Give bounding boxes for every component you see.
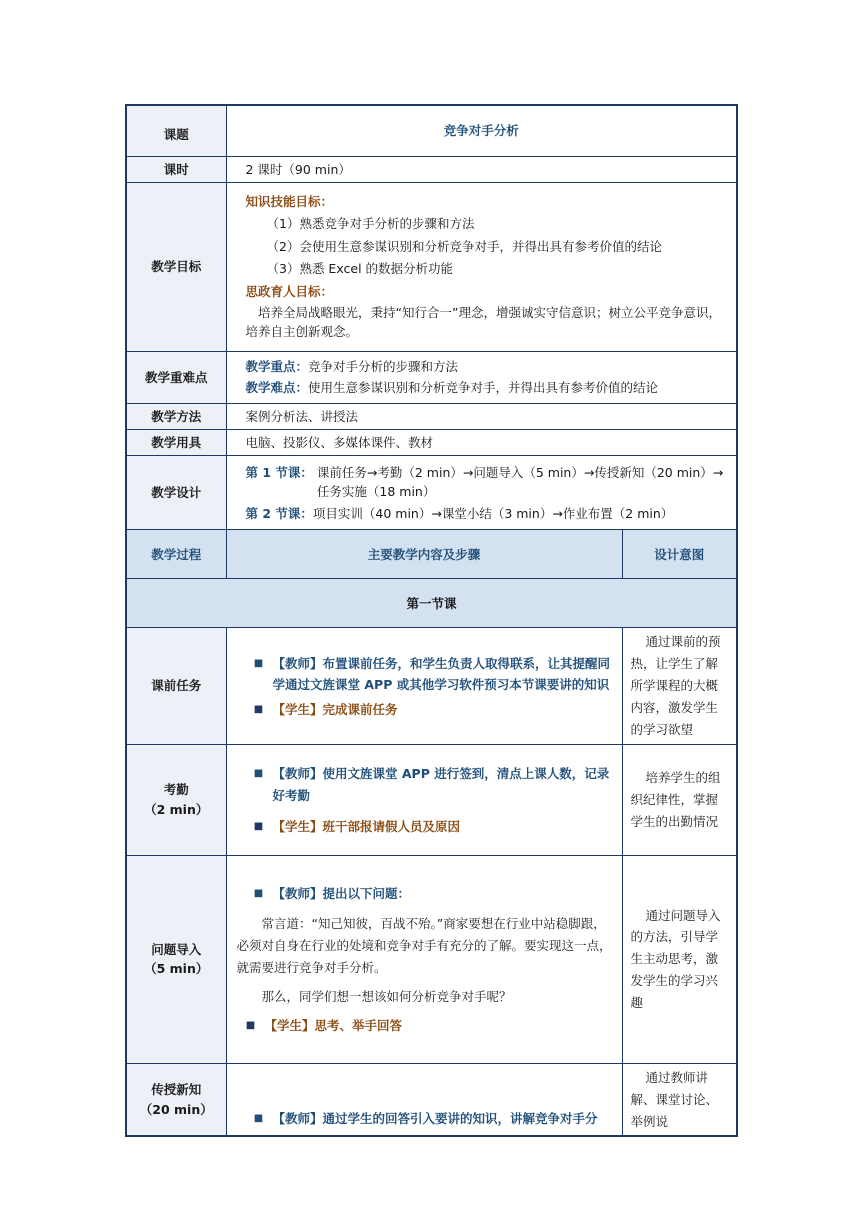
bullet-square-icon: ■	[253, 1112, 264, 1124]
methods-label: 教学方法	[126, 403, 226, 429]
new-knowledge-row	[126, 1063, 737, 1136]
ideology-heading: 思政育人目标：	[245, 283, 334, 299]
knowledge-item-3: （3）熟悉 Excel 的数据分析功能	[266, 261, 454, 277]
attendance-content	[226, 744, 622, 855]
pre-task-teacher-text: 【教师】布置课前任务，和学生负责人取得联系，让其提醒同学通过文旌课堂 APP 或其他学习软件预习本节课要讲的知识	[272, 655, 611, 693]
bullet-square-icon: ■	[253, 820, 264, 832]
pre-task-intent-cell	[622, 628, 737, 744]
intro-label: 问题导入	[151, 941, 202, 957]
bullet-square-icon: ■	[253, 657, 264, 669]
bullet-square-icon: ■	[253, 768, 264, 780]
pre-task-teacher	[245, 653, 614, 697]
section1-row	[126, 579, 737, 628]
knowledge-heading: 知识技能目标：	[245, 194, 334, 210]
design-row	[126, 456, 737, 530]
new-knowledge-content	[226, 1063, 622, 1136]
process-header-row	[126, 530, 737, 579]
methods-value: 案例分析法、讲授法	[245, 408, 359, 424]
design-label: 教学设计	[126, 456, 226, 530]
attendance-time: （2 min）	[144, 801, 209, 817]
attendance-teacher-text: 【教师】使用文旌课堂 APP 进行签到，清点上课人数，记录好考勤	[272, 766, 610, 804]
intro-time: （5 min）	[144, 961, 209, 977]
lesson2-heading: 第 2 节课：	[245, 505, 313, 521]
key-points-row	[126, 351, 737, 403]
intro-row	[126, 855, 737, 1063]
tools-cell	[226, 430, 737, 456]
pre-task-intent: 通过课前的预热，让学生了解所学课程的大概内容，激发学生的学习欲望	[630, 634, 721, 737]
key-heading: 教学重点：	[245, 358, 309, 374]
topic-title: 竞争对手分析	[226, 105, 737, 156]
attendance-label: 考勤	[163, 782, 189, 798]
intro-label-cell	[126, 855, 226, 1063]
intro-teacher	[237, 883, 614, 905]
lesson-plan-table	[125, 104, 738, 1137]
objectives-cell	[226, 182, 737, 351]
pre-task-content	[226, 628, 622, 744]
section1-title: 第一节课	[126, 579, 737, 628]
intro-teacher-text: 【教师】提出以下问题：	[272, 885, 411, 901]
pre-task-student-text: 【学生】完成课前任务	[272, 702, 398, 718]
hours-label: 课时	[126, 156, 226, 182]
key-text: 竞争对手分析的步骤和方法	[308, 358, 459, 374]
lesson1-heading: 第 1 节课：	[245, 464, 313, 480]
new-knowledge-teacher	[245, 1108, 614, 1130]
bullet-square-icon: ■	[253, 887, 264, 899]
pre-task-student	[245, 700, 614, 719]
objectives-label: 教学目标	[126, 182, 226, 351]
pre-task-row	[126, 628, 737, 744]
process-header-col3: 设计意图	[622, 530, 737, 579]
attendance-row	[126, 744, 737, 855]
tools-row	[126, 430, 737, 456]
new-knowledge-time: （20 min）	[139, 1101, 213, 1117]
knowledge-item-2: （2）会使用生意参谋识别和分析竞争对手，并得出具有参考价值的结论	[266, 238, 662, 254]
knowledge-item-1: （1）熟悉竞争对手分析的步骤和方法	[266, 216, 475, 232]
new-knowledge-intent-cell	[622, 1063, 737, 1136]
attendance-teacher	[245, 763, 614, 807]
bullet-square-icon: ■	[245, 1020, 256, 1032]
methods-row	[126, 403, 737, 429]
design-cell	[226, 456, 737, 530]
pre-task-label: 课前任务	[126, 628, 226, 744]
intro-paragraph-1: 常言道：“知己知彼，百战不殆。”商家要想在行业中站稳脚跟，必须对自身在行业的处境和竞争对手有充分的了解。要实现这一点，就需要进行竞争对手分析。	[236, 915, 612, 975]
key-points-label: 教学重难点	[126, 351, 226, 403]
new-knowledge-teacher-text: 【教师】通过学生的回答引入要讲的知识，讲解竞争对手分	[272, 1110, 598, 1126]
hours-row	[126, 156, 737, 182]
objectives-row	[126, 182, 737, 351]
process-header-col1: 教学过程	[126, 530, 226, 579]
intro-paragraph-2: 那么，同学们想一想该如何分析竞争对手呢？	[261, 989, 512, 1005]
bullet-square-icon: ■	[253, 704, 264, 716]
intro-intent-cell	[622, 855, 737, 1063]
attendance-intent-cell	[622, 744, 737, 855]
new-knowledge-intent: 通过教师讲解、课堂讨论、举例说	[630, 1069, 719, 1129]
attendance-student	[245, 817, 614, 836]
intro-content	[226, 855, 622, 1063]
methods-cell	[226, 403, 737, 429]
attendance-intent: 培养学生的组织纪律性，掌握学生的出勤情况	[630, 769, 721, 829]
new-knowledge-label-cell	[126, 1063, 226, 1136]
difficulty-heading: 教学难点：	[245, 380, 309, 396]
difficulty-text: 使用生意参谋识别和分析竞争对手，并得出具有参考价值的结论	[308, 380, 659, 396]
lesson1-text: 课前任务→考勤（2 min）→问题导入（5 min）→传授新知（20 min）→任务实施（18 min）	[316, 464, 724, 500]
attendance-student-text: 【学生】班干部报请假人员及原因	[272, 818, 461, 834]
intro-intent: 通过问题导入的方法，引导学生主动思考，激发学生的学习兴趣	[630, 907, 721, 1011]
hours-value: 2 课时（90 min）	[245, 161, 351, 177]
ideology-text: 培养全局战略眼光，秉持“知行合一”理念，增强诚实守信意识；树立公平竞争意识，培养自主创新观念。	[245, 304, 721, 340]
key-points-cell	[226, 351, 737, 403]
new-knowledge-label: 传授新知	[151, 1082, 202, 1098]
topic-label: 课题	[126, 105, 226, 156]
topic-row	[126, 105, 737, 156]
tools-value: 电脑、投影仪、多媒体课件、教材	[245, 435, 434, 450]
attendance-label-cell	[126, 744, 226, 855]
tools-label: 教学用具	[126, 430, 226, 456]
intro-student	[237, 1016, 614, 1035]
hours-cell	[226, 156, 737, 182]
lesson2-text: 项目实训（40 min）→课堂小结（3 min）→作业布置（2 min）	[312, 505, 674, 521]
intro-student-text: 【学生】思考、举手回答	[264, 1018, 403, 1034]
process-header-col2: 主要教学内容及步骤	[226, 530, 622, 579]
